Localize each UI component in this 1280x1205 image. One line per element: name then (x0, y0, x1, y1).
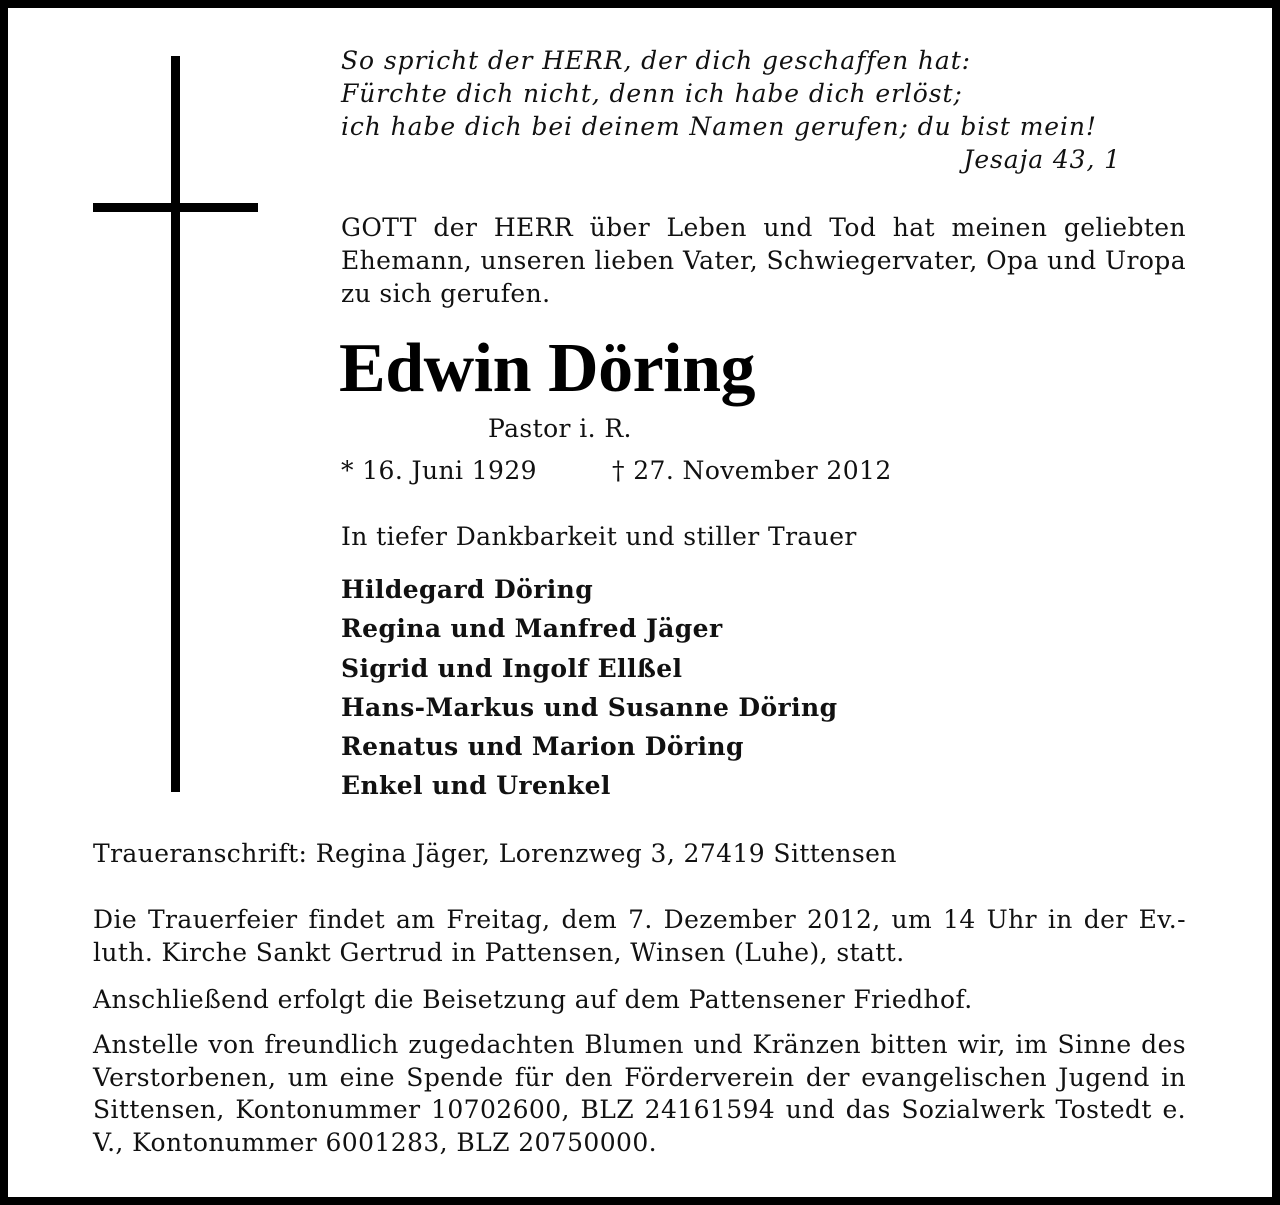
death-date: † 27. November 2012 (612, 456, 892, 485)
cross-icon (171, 56, 180, 792)
birth-date: * 16. Juni 1929 (341, 456, 537, 485)
verse-line: ich habe dich bei deinem Namen gerufen; du bist mein! (341, 112, 1097, 141)
deceased-name: Edwin Döring (339, 330, 756, 407)
mourner-name: Regina und Manfred Jäger (341, 614, 723, 644)
mourner-name: Hans-Markus und Susanne Döring (341, 692, 838, 722)
verse-line: So spricht der HERR, der dich geschaffen hat: (341, 46, 971, 75)
bible-verse (341, 44, 1121, 176)
gratitude-line: In tiefer Dankbarkeit und stiller Trauer (341, 522, 857, 551)
donation-info: Anstelle von freundlich zugedachten Blumen und Kränzen bitten wir, im Sinne des Verstorbenen, um eine Spende für den Förderverein der evangelischen Jugend in Sittensen, Kontonummer 10702600, BLZ 24161594 und das Sozialwerk Tostedt e. V., Kontonummer 6001283, BLZ 20750000. (93, 1030, 1186, 1157)
mourning-address: Traueranschrift: Regina Jäger, Lorenzweg 3, 27419 Sittensen (93, 839, 897, 868)
mourners-list (341, 573, 837, 809)
mourner-name: Hildegard Döring (341, 575, 594, 604)
mourner-name: Renatus und Marion Döring (341, 732, 744, 762)
intro-text: GOTT der HERR über Leben und Tod hat meinen geliebten Ehemann, unseren lieben Vater, Schwiegervater, Opa und Uropa zu sich gerufen. (341, 213, 1186, 308)
verse-reference: Jesaja 43, 1 (963, 145, 1121, 174)
burial-info: Anschließend erfolgt die Beisetzung auf dem Pattensener Friedhof. (93, 985, 973, 1014)
deceased-title: Pastor i. R. (488, 414, 632, 443)
funeral-info: Die Trauerfeier findet am Freitag, dem 7. Dezember 2012, um 14 Uhr in der Ev.-luth. Kirche Sankt Gertrud in Pattensen, Winsen (Luhe), statt. (93, 905, 1186, 967)
mourner-name: Sigrid und Ingolf Ellßel (341, 653, 683, 683)
mourner-name: Enkel und Urenkel (341, 771, 611, 801)
verse-line: Fürchte dich nicht, denn ich habe dich erlöst; (341, 79, 963, 108)
cross-icon-bar (93, 203, 258, 212)
